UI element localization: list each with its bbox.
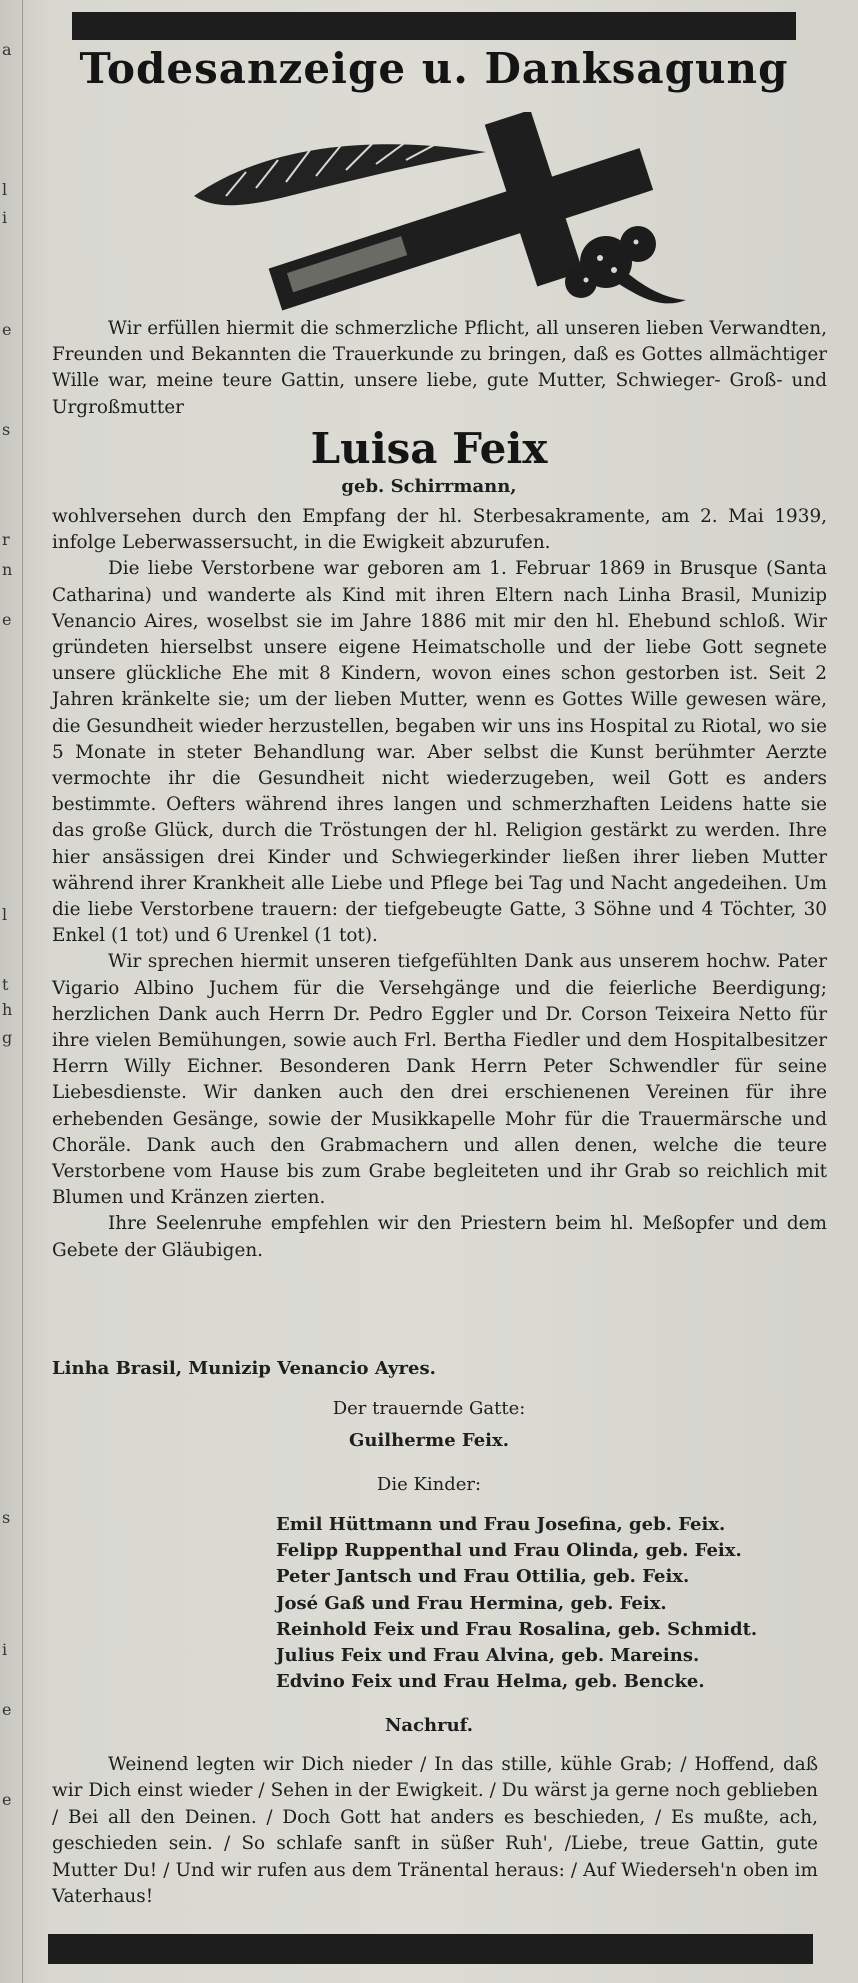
margin-mark: e xyxy=(2,1790,12,1809)
margin-mark: t xyxy=(2,975,9,994)
intro-paragraph: Wir erfüllen hiermit die schmerzliche Pflicht, all unseren lieben Verwandten, Freunden und Bekannten die Trauerkunde zu bringen, daß es Gottes allmächtiger Wille war, meine teure Gattin, unsere liebe, gute Mutter, Schwieger- Groß- und Urgroßmutter xyxy=(52,318,827,418)
children-list xyxy=(276,1512,836,1695)
nachruf-title: Nachruf. xyxy=(384,1715,474,1736)
page-title: Todesanzeige u. Danksagung xyxy=(79,44,789,93)
body-paragraph: Wir sprechen hiermit unseren tiefgefühlten Dank aus unserem hochw. Pater Vigario Albino Juchem für die Versehgänge und die feierliche Beerdigung; herzlichen Dank auch Herrn Dr. Pedro Eggler und Dr. Corson Teixeira Netto für ihre vielen Bemühungen, sowie auch Frl. Bertha Fiedler und dem Hospitalbesitzer Herrn Willy Eichner. Besonderen Dank Herrn Peter Schwendler für seine Liebesdienste. Wir danken auch den drei erschienenen Vereinen für ihre erhebenden Gesänge, sowie der Musikkapelle Mohr für die Trauermärsche und Choräle. Dank auch den Grabmachern und allen denen, welche die teure Verstorbene vom Hause bis zum Grabe begleiteten und ihr Grab so reichlich mit Blumen und Kränzen zierten. xyxy=(52,951,827,1209)
list-item: José Gaß und Frau Hermina, geb. Feix. xyxy=(276,1592,667,1614)
margin-mark: h xyxy=(2,1000,13,1019)
list-item: Julius Feix und Frau Alvina, geb. Mareins. xyxy=(276,1645,700,1667)
list-item: Emil Hüttmann und Frau Josefina, geb. Feix. xyxy=(276,1514,726,1535)
nachruf-poem xyxy=(52,1752,818,1910)
margin-mark: i xyxy=(2,1640,8,1659)
poem-text: Weinend legten wir Dich nieder / In das stille, kühle Grab; / Hoffend, daß wir Dich einst wieder / Sehen in der Ewigkeit. / Du wärst ja gerne noch geblieben / Bei all den Deinen. / Doch Gott hat anders es beschieden, / Es mußte, ach, geschieden sein. / So schlafe sanft in süßer Ruh', /Liebe, treue Gattin, gute Mutter Du! / Und wir rufen aus dem Tränental heraus: / Auf Wiederseh'n oben im Vaterhaus! xyxy=(52,1754,818,1908)
list-item: Felipp Ruppenthal und Frau Olinda, geb. Feix. xyxy=(276,1540,742,1562)
body-paragraph: wohlversehen durch den Empfang der hl. Sterbesakramente, am 2. Mai 1939, infolge Leberwassersucht, in die Ewigkeit abzurufen. xyxy=(52,506,827,554)
cross-palm-icon xyxy=(186,112,706,312)
body-text xyxy=(52,504,827,1264)
margin-mark: s xyxy=(2,1508,11,1527)
intro-text xyxy=(52,316,827,421)
margin-mark: e xyxy=(2,1700,12,1719)
body-paragraph: Die liebe Verstorbene war geboren am 1. Februar 1869 in Brusque (Santa Catharina) und wanderte als Kind mit ihren Eltern nach Linha Brasil, Munizip Venancio Aires, woselbst sie im Jahre 1886 mit mir den hl. Ehebund schloß. Wir gründeten hierselbst unsere eigene Heimatscholle und der liebe Gott segnete unsere glückliche Ehe mit 8 Kindern, wovon eines schon gestorben ist. Seit 2 Jahren kränkelte sie; um der lieben Mutter, wenn es Gottes Wille gewesen wäre, die Gesundheit wieder herzustellen, begaben wir uns ins Hospital zu Riotal, wo sie 5 Monate in steter Behandlung war. Aber selbst die Kunst berühmter Aerzte vermochte ihr die Gesundheit nicht wiederzugeben, weil Gott es anders bestimmte. Oefters während ihres langen und schmerzhaften Leidens hatte sie das große Glück, durch die Tröstungen der hl. Religion gestärkt zu werden. Ihre hier ansässigen drei Kinder und Schwiegerkinder ließen ihrer lieben Mutter während ihrer Krankheit alle Liebe und Pflege bei Tag und Nacht angedeihen. Um die liebe Verstorbene trauern: der tiefgebeugte Gatte, 3 Söhne und 4 Töchter, 30 Enkel (1 tot) und 6 Urenkel (1 tot). xyxy=(52,558,827,947)
place-line: Linha Brasil, Munizip Venancio Ayres. xyxy=(52,1358,436,1379)
margin-mark: s xyxy=(2,420,11,439)
bottom-rule xyxy=(48,1934,813,1964)
list-item: Reinhold Feix und Frau Rosalina, geb. Schmidt. xyxy=(276,1618,758,1640)
margin-mark: n xyxy=(2,560,13,579)
margin-mark: l xyxy=(2,905,8,924)
margin-mark: l xyxy=(2,180,8,199)
children-label: Die Kinder: xyxy=(376,1474,482,1495)
top-rule xyxy=(72,12,796,40)
margin-mark: e xyxy=(2,610,12,629)
body-paragraph: Ihre Seelenruhe empfehlen wir den Priestern beim hl. Meßopfer und dem Gebete der Gläubigen. xyxy=(52,1213,827,1261)
deceased-birth-name: geb. Schirrmann, xyxy=(341,476,517,497)
spouse-label: Der trauernde Gatte: xyxy=(332,1398,526,1419)
margin-mark: r xyxy=(2,530,10,549)
margin-mark: i xyxy=(2,208,8,227)
margin-mark: e xyxy=(2,320,12,339)
list-item: Edvino Feix und Frau Helma, geb. Bencke. xyxy=(276,1671,705,1693)
left-margin-column xyxy=(0,0,23,1983)
deceased-name: Luisa Feix xyxy=(310,424,548,473)
margin-mark: g xyxy=(2,1028,13,1047)
list-item: Peter Jantsch und Frau Ottilia, geb. Feix. xyxy=(276,1566,690,1588)
margin-mark: a xyxy=(2,40,12,59)
spouse-name: Guilherme Feix. xyxy=(348,1430,509,1451)
